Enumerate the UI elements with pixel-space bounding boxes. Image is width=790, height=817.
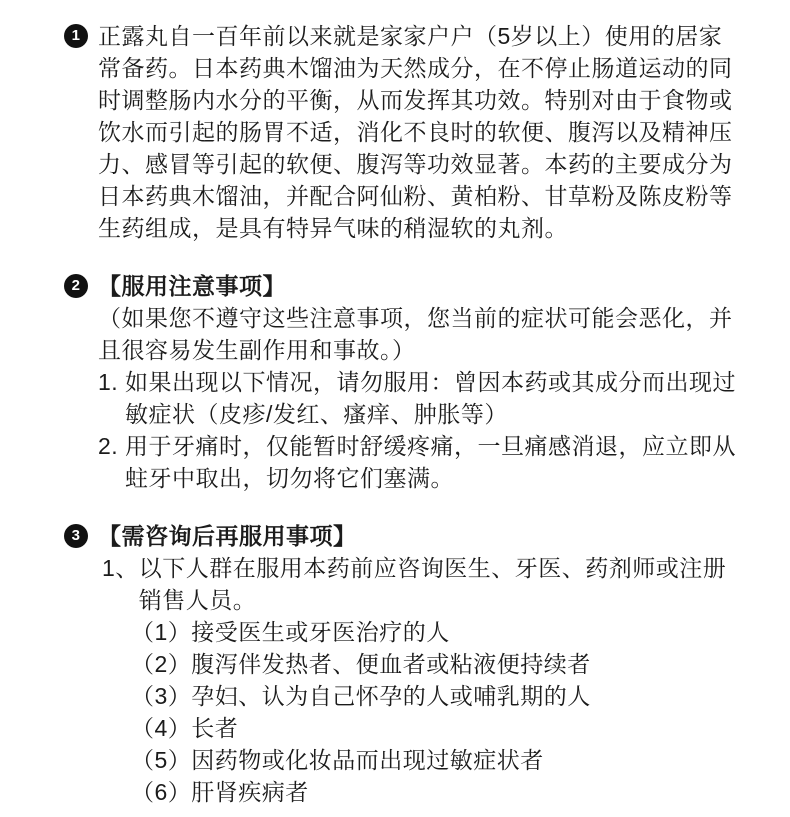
numbered-circle-icon: 3 <box>64 524 88 548</box>
numbered-circle-icon: 1 <box>64 24 88 48</box>
list-item-text: 因药物或化妆品而出现过敏症状者 <box>191 747 544 773</box>
section-precautions-body <box>98 270 736 494</box>
list-item <box>131 712 736 744</box>
list-item-marker: （3） <box>131 683 192 709</box>
section-intro-body <box>98 20 736 244</box>
list-item-text: 接受医生或牙医治疗的人 <box>191 619 450 645</box>
numbered-circle-icon: 2 <box>64 274 88 298</box>
list-item-text: 腹泻伴发热者、便血者或粘液便持续者 <box>191 651 591 677</box>
intro-paragraph: 正露丸自一百年前以来就是家家户户（5岁以上）使用的居家常备药。日本药典木馏油为天然成分，在不停止肠道运动的同时调整肠内水分的平衡，从而发挥其功效。特别对由于食物或饮水而引起的肠胃不适，消化不良时的软便、腹泻以及精神压力、感冒等引起的软便、腹泻等功效显著。本药的主要成分为日本药典木馏油，并配合阿仙粉、黄柏粉、甘草粉及陈皮粉等生药组成，是具有特异气味的稍湿软的丸剂。 <box>98 23 733 241</box>
section-precautions <box>64 270 736 494</box>
list-item-text: 孕妇、认为自己怀孕的人或哺乳期的人 <box>191 683 591 709</box>
section-consult-body <box>98 520 736 808</box>
list-item-marker: 1. <box>98 369 119 395</box>
section-intro <box>64 20 736 244</box>
list-item <box>131 680 736 712</box>
list-item <box>131 776 736 808</box>
list-item-marker: （5） <box>131 747 192 773</box>
list-item-marker: （4） <box>131 715 192 741</box>
list-item <box>98 366 736 430</box>
list-item-marker: 2. <box>98 433 119 459</box>
list-item <box>98 430 736 494</box>
precautions-heading: 【服用注意事项】 <box>98 273 286 299</box>
consult-heading: 【需咨询后再服用事项】 <box>98 523 357 549</box>
consult-lead-item <box>98 552 736 616</box>
section-consult <box>64 520 736 808</box>
list-item-marker: （6） <box>131 779 192 805</box>
list-item-text: 如果出现以下情况，请勿服用：曾因本药或其成分而出现过敏症状（皮疹/发红、瘙痒、肿胀等） <box>125 369 736 427</box>
list-item-marker: 1、 <box>102 555 139 581</box>
list-item <box>131 648 736 680</box>
list-item-marker: （2） <box>131 651 192 677</box>
list-item-text: 肝肾疾病者 <box>191 779 309 805</box>
consult-sub-list <box>98 616 736 808</box>
list-item-text: 用于牙痛时，仅能暂时舒缓疼痛，一旦痛感消退，应立即从蛀牙中取出，切勿将它们塞满。 <box>125 433 736 491</box>
precautions-note: （如果您不遵守这些注意事项，您当前的症状可能会恶化，并且很容易发生副作用和事故。） <box>98 305 733 363</box>
list-item-marker: （1） <box>131 619 192 645</box>
list-item-text: 以下人群在服用本药前应咨询医生、牙医、药剂师或注册销售人员。 <box>138 555 727 613</box>
list-item-text: 长者 <box>191 715 239 741</box>
section-intro-bullet-col <box>64 20 98 48</box>
section-precautions-bullet-col <box>64 270 98 298</box>
list-item <box>131 616 736 648</box>
section-consult-bullet-col <box>64 520 98 548</box>
list-item <box>131 744 736 776</box>
